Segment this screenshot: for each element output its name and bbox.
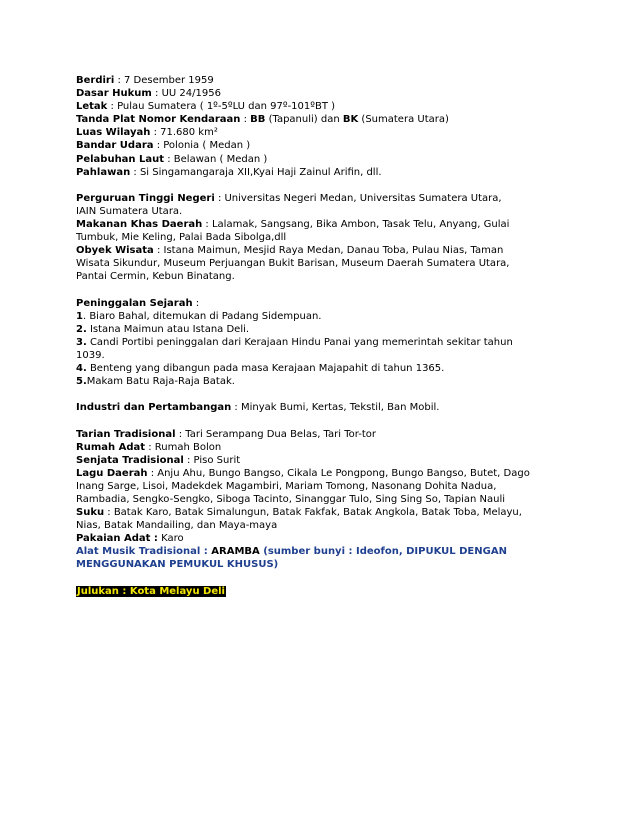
spacer [76,414,566,427]
makanan-khas-line-1: Makanan Khas Daerah : Lalamak, Sangsang, Bika Ambon, Tasak Telu, Anyang, Gulai [76,219,510,231]
document-body [76,74,566,598]
industri-pertambangan: Industri dan Pertambangan : Minyak Bumi, Kertas, Tekstil, Ban Mobil. [76,402,440,414]
tarian-tradisional: Tarian Tradisional : Tari Serampang Dua Belas, Tari Tor-tor [76,428,376,440]
fact-pahlawan: Pahlawan : Si Singamangaraja XII,Kyai Haji Zainul Arifin, dll. [76,166,382,178]
peninggalan-sejarah-heading: Peninggalan Sejarah : [76,297,200,309]
spacer [76,572,566,585]
alat-musik-line-1: Alat Musik Tradisional : ARAMBA (sumber bunyi : Ideofon, DIPUKUL DENGAN [76,546,507,558]
rumah-adat: Rumah Adat : Rumah Bolon [76,441,222,453]
suku-line-2: Nias, Batak Mandailing, dan Maya-maya [76,520,278,532]
list-item: 1. Biaro Bahal, ditemukan di Padang Sidempuan. [76,310,322,322]
fact-tanda-plat: Tanda Plat Nomor Kendaraan : BB (Tapanuli) dan BK (Sumatera Utara) [76,114,449,126]
list-item: 4. Benteng yang dibangun pada masa Kerajaan Majapahit di tahun 1365. [76,363,445,375]
lagu-daerah-line-2: Inang Sarge, Lisoi, Madekdek Magambiri, Mariam Tomong, Nasonang Dohita Nadua, [76,480,497,492]
obyek-wisata-line-2: Wisata Sikundur, Museum Perjuangan Bukit Barisan, Museum Daerah Sumatera Utara, [76,258,510,270]
obyek-wisata-line-3: Pantai Cermin, Kebun Binatang. [76,271,235,283]
spacer [76,284,566,297]
list-item: 3. Candi Portibi peninggalan dari Kerajaan Hindu Panai yang memerintah sekitar tahun [76,336,513,348]
fact-berdiri: Berdiri : 7 Desember 1959 [76,75,214,86]
fact-bandar-udara: Bandar Udara : Polonia ( Medan ) [76,140,251,152]
makanan-khas-line-2: Tumbuk, Mie Keling, Palai Bada Sibolga,dll [76,232,287,244]
fact-luas-wilayah: Luas Wilayah : 71.680 km² [76,127,218,139]
fact-dasar-hukum: Dasar Hukum : UU 24/1956 [76,88,221,100]
alat-musik-line-2: MENGGUNAKAN PEMUKUL KHUSUS) [76,559,279,571]
list-item: 5.Makam Batu Raja-Raja Batak. [76,376,235,388]
spacer [76,388,566,401]
fact-letak: Letak : Pulau Sumatera ( 1º-5ºLU dan 97º-101ºBT ) [76,101,336,113]
fact-pelabuhan-laut: Pelabuhan Laut : Belawan ( Medan ) [76,153,268,165]
julukan-highlight: Julukan : Kota Melayu Deli [77,585,225,597]
perguruan-tinggi-line-1: Perguruan Tinggi Negeri : Universitas Negeri Medan, Universitas Sumatera Utara, [76,192,502,204]
suku-line-1: Suku : Batak Karo, Batak Simalungun, Batak Fakfak, Batak Angkola, Batak Toba, Melayu, [76,507,522,519]
spacer [76,179,566,192]
julukan [76,585,566,598]
perguruan-tinggi-line-2: IAIN Sumatera Utara. [76,205,183,217]
lagu-daerah-line-1: Lagu Daerah : Anju Ahu, Bungo Bangso, Cikala Le Pongpong, Bungo Bangso, Butet, Dago [76,467,530,479]
pakaian-adat: Pakaian Adat : Karo [76,533,184,545]
list-item: 2. Istana Maimun atau Istana Deli. [76,323,250,335]
senjata-tradisional: Senjata Tradisional : Piso Surit [76,454,241,466]
obyek-wisata-line-1: Obyek Wisata : Istana Maimun, Mesjid Raya Medan, Danau Toba, Pulau Nias, Taman [76,245,504,257]
list-item-continuation: 1039. [76,349,105,361]
lagu-daerah-line-3: Rambadia, Sengko-Sengko, Siboga Tacinto, Sinanggar Tulo, Sing Sing So, Tapian Nauli [76,494,506,505]
